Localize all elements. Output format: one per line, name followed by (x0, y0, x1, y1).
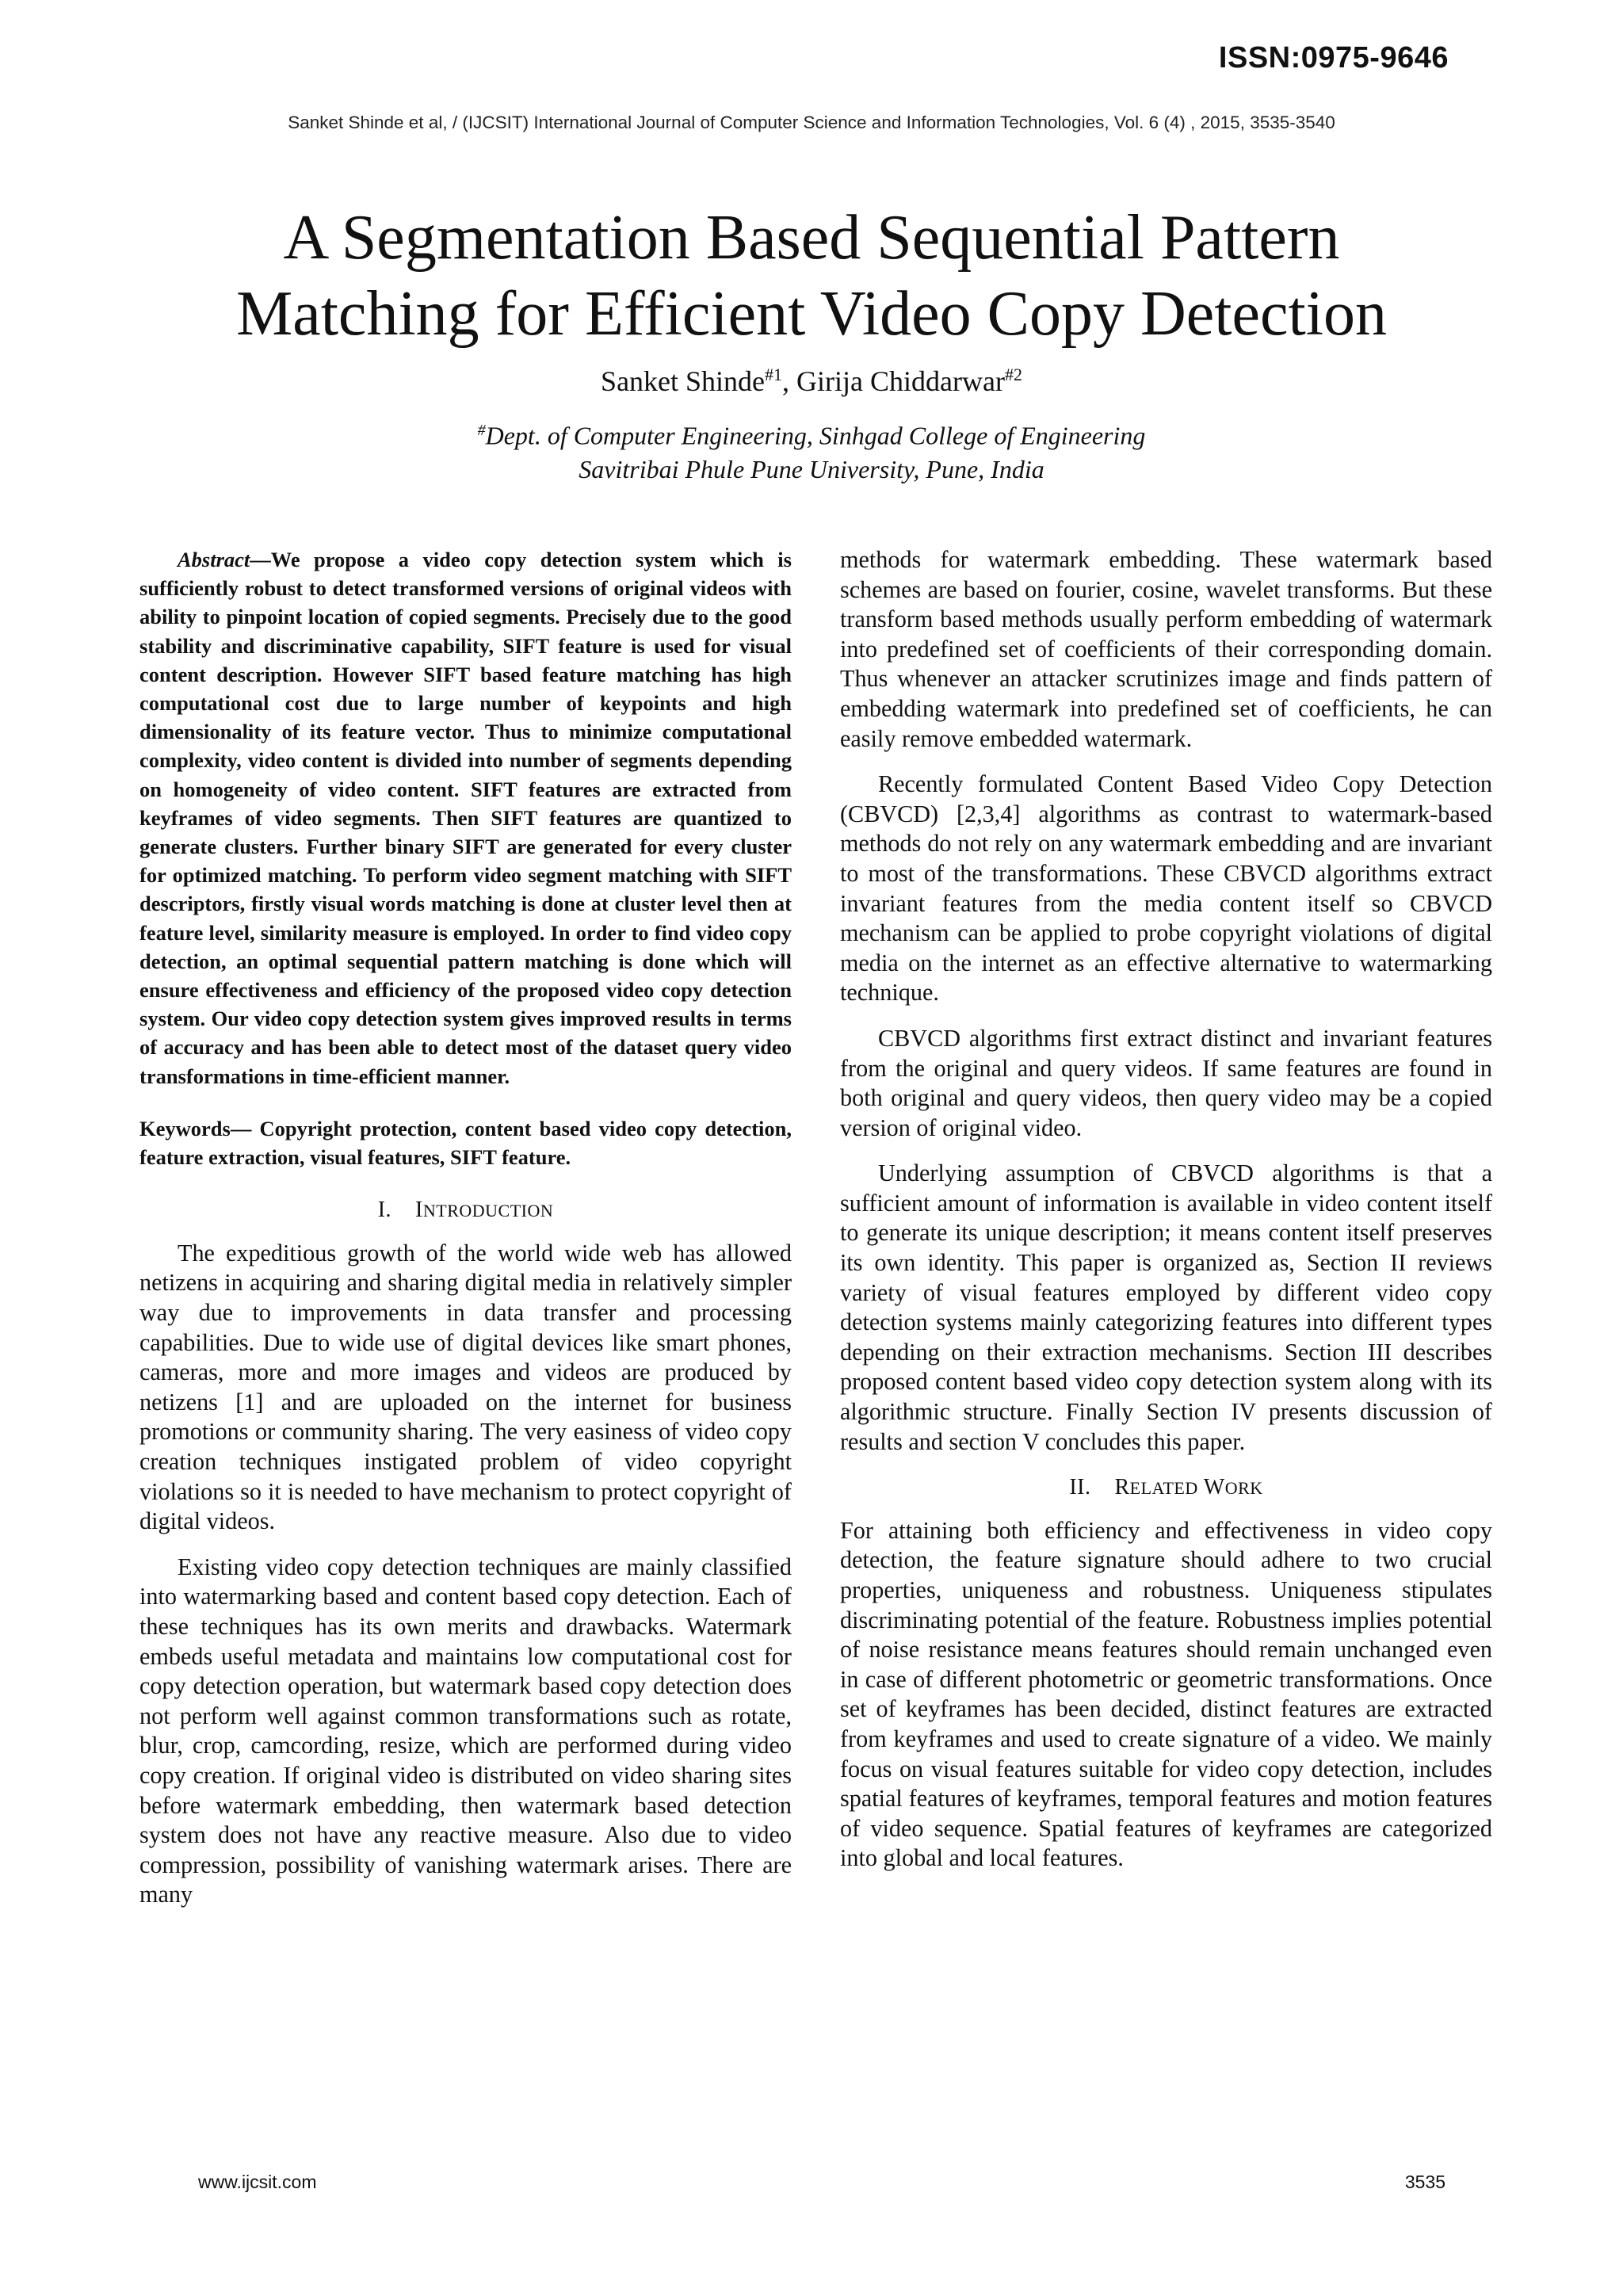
author-1-affil-mark: #1 (765, 365, 783, 384)
author-separator: , (782, 365, 797, 397)
intro-paragraph-1: The expeditious growth of the world wide web has allowed netizens in acquiring and sharing digital media in relatively simpler way due to improvements in data transfer and processing capabilities. Due to wide use of digital devices like smart phones, cameras, more and more images and videos are produced by netizens [1] and are uploaded on the internet for business promotions or community sharing. The very easiness of video copy creation techniques instigated problem of video copyright violations so it is needed to have mechanism to protect copyright of digital videos. (139, 1239, 792, 1535)
footer-page-number: 3535 (1404, 2172, 1445, 2192)
abstract-text: —We propose a video copy detection system which is sufficiently robust to detect transformed versions of original videos with ability to pinpoint location of copied segments. Precisely due to the good stability and discriminative capability, SIFT feature is used for visual content description. However SIFT based feature matching has high computational cost due to large number of keypoints and high dimensionality of its feature vector. Thus to minimize computational complexity, video content is divided into number of segments depending on homogeneity of video content. SIFT features are extracted from keyframes of video segments. Then SIFT features are quantized to generate clusters. Further binary SIFT are generated for every cluster for optimized matching. To perform video segment matching with SIFT descriptors, firstly visual words matching is done at cluster level then at feature level, similarity measure is employed. In order to find video copy detection, an optimal sequential pattern matching is done which will ensure effectiveness and efficiency of the proposed video copy detection system. Our video copy detection system gives improved results in terms of accuracy and has been able to detect most of the dataset query video transformations in time-efficient manner. (139, 548, 792, 1088)
issn-label: ISSN:0975-9646 (1218, 41, 1449, 74)
footer-website: www.ijcsit.com (198, 2172, 317, 2192)
affil-mark: # (477, 422, 486, 439)
author-1: Sanket Shinde (601, 365, 766, 397)
paper-title (158, 200, 1465, 352)
intro-paragraph-5: CBVCD algorithms first extract distinct and invariant features from the original and query videos. If same features are found in both original and query videos, then query video may be a copied version of original video. (840, 1024, 1492, 1141)
affil-line-1: Dept. of Computer Engineering, Sinhgad College of Engineering (485, 421, 1146, 450)
affiliation (0, 414, 1623, 486)
author-2-affil-mark: #2 (1004, 365, 1022, 384)
section-heading-introduction: I. INTRODUCTION (377, 1198, 554, 1223)
intro-paragraph-3: methods for watermark embedding. These watermark based schemes are based on fourier, cosine, wavelet transforms. But these transform based methods usually perform embedding of watermark into predefined set of coefficients of their corresponding domain. Thus whenever an attacker scrutinizes image and finds pattern of embedding watermark into predefined set of coefficients, he can easily remove embedded watermark. (840, 546, 1492, 752)
author-list (0, 365, 1623, 398)
related-work-paragraph-1: For attaining both efficiency and effectiveness in video copy detection, the feature signature should adhere to two crucial properties, uniqueness and robustness. Uniqueness stipulates discriminating potential of the feature. Robustness implies potential of noise resistance means features should remain unchanged even in case of different photometric or geometric transformations. Once set of keyframes has been decided, distinct features are extracted from keyframes and used to create signature of a video. We mainly focus on visual features suitable for video copy detection, includes spatial features of keyframes, temporal features and motion features of video sequence. Spatial features of keyframes are categorized into global and local features. (840, 1516, 1492, 1872)
section-heading-related-work: II. RELATED WORK (1069, 1475, 1263, 1500)
title-line-2: Matching for Efficient Video Copy Detection (236, 279, 1387, 349)
running-header: Sanket Shinde et al, / (IJCSIT) International Journal of Computer Science and Information Technologies, Vol. 6 (4) , 2015, 3535-3540 (288, 113, 1335, 132)
affil-line-2: Savitribai Phule Pune University, Pune, India (579, 454, 1044, 483)
intro-paragraph-6: Underlying assumption of CBVCD algorithms is that a sufficient amount of information is available in video content itself to generate its unique description; it means content itself preserves its own identity. This paper is organized as, Section II reviews variety of visual features employed by different video copy detection systems mainly categorizing features into different types depending on their extraction mechanisms. Section III describes proposed content based video copy detection system along with its algorithmic structure. Finally Section IV presents discussion of results and section V concludes this paper. (840, 1159, 1492, 1455)
title-line-1: A Segmentation Based Sequential Pattern (283, 203, 1340, 273)
abstract-label: Abstract (178, 548, 250, 571)
keywords: Keywords— Copyright protection, content based video copy detection, feature extraction, visual features, SIFT feature. (139, 1116, 792, 1170)
left-column (139, 545, 792, 1926)
intro-paragraph-4: Recently formulated Content Based Video Copy Detection (CBVCD) [2,3,4] algorithms as contrast to watermark-based methods do not rely on any watermark embedding and are invariant to most of the transformations. These CBVCD algorithms extract invariant features from the media content itself so CBVCD mechanism can be applied to probe copyright violations of digital media on the internet as an effective alternative to watermarking technique. (840, 770, 1492, 1007)
intro-paragraph-2: Existing video copy detection techniques are mainly classified into watermarking based and content based copy detection. Each of these techniques has its own merits and drawbacks. Watermark embeds useful metadata and maintains low computational cost for copy detection operation, but watermark based copy detection does not perform well against common transformations such as rotate, blur, crop, camcording, resize, which are performed during video copy creation. If original video is distributed on video sharing sites before watermark embedding, then watermark based detection system does not have any reactive measure. Also due to video compression, possibility of vanishing watermark arises. There are many (139, 1553, 792, 1908)
right-column (840, 545, 1492, 1889)
author-2: Girija Chiddarwar (796, 365, 1005, 397)
abstract (139, 545, 792, 1091)
